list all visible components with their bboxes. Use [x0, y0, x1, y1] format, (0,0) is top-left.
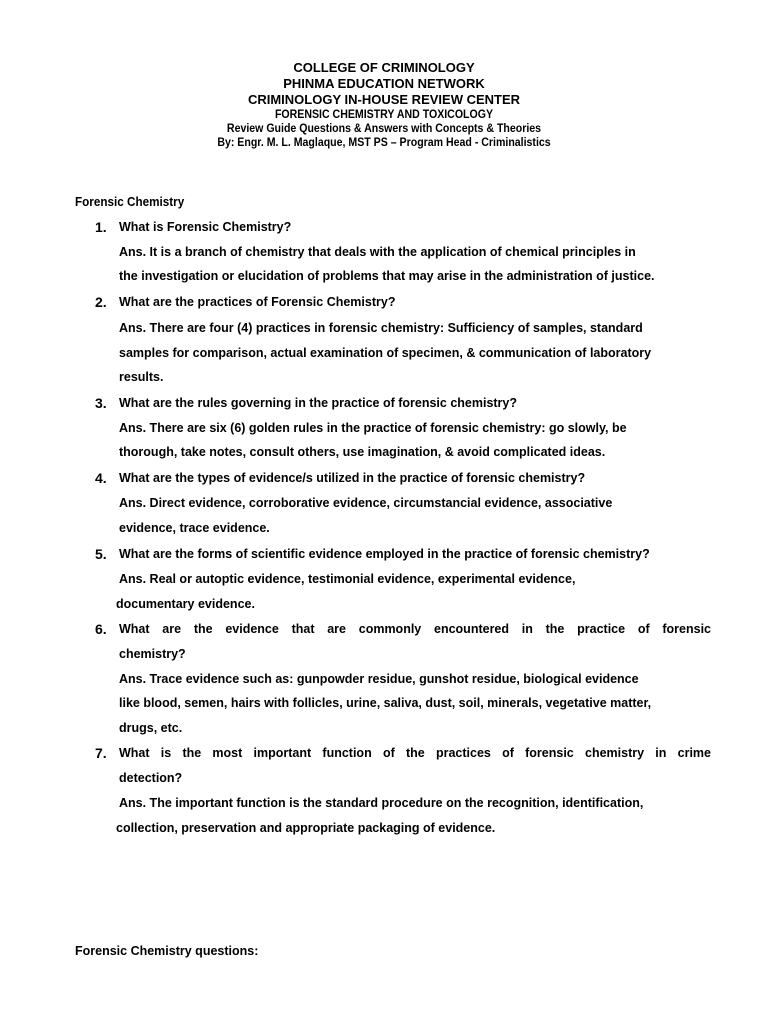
question-text: What are the evidence that are commonly encountered in the practice of forensic [119, 622, 711, 636]
item-number: 3. [95, 395, 107, 411]
document-header [0, 60, 768, 150]
author-line: By: Engr. M. L. Maglaque, MST PS – Program Head - Criminalistics [217, 137, 551, 149]
answer-text: Ans. There are six (6) golden rules in the practice of forensic chemistry: go slowly, be [119, 421, 627, 435]
question-text: What is the most important function of the practices of forensic chemistry in crime [119, 746, 711, 760]
answer-text: Ans. Real or autoptic evidence, testimonial evidence, experimental evidence, [119, 572, 576, 586]
answer-text: like blood, semen, hairs with follicles, urine, saliva, dust, soil, minerals, vegetative matter, [119, 696, 652, 710]
question-text: What are the rules governing in the practice of forensic chemistry? [119, 396, 518, 410]
question-text: chemistry? [119, 647, 186, 661]
item-number: 2. [95, 294, 107, 310]
answer-text: Ans. Trace evidence such as: gunpowder residue, gunshot residue, biological evidence [119, 672, 639, 686]
question-text: detection? [119, 771, 183, 785]
item-number: 4. [95, 470, 107, 486]
answer-text: Ans. There are four (4) practices in forensic chemistry: Sufficiency of samples, standard [119, 321, 643, 335]
answer-text: results. [119, 370, 164, 384]
question-text: What are the forms of scientific evidence employed in the practice of forensic chemistry? [119, 547, 650, 561]
answer-text: samples for comparison, actual examination of specimen, & communication of laboratory [119, 346, 652, 360]
answer-text: the investigation or elucidation of problems that may arise in the administration of justice. [119, 269, 655, 283]
review-center-name: CRIMINOLOGY IN-HOUSE REVIEW CENTER [247, 92, 521, 107]
subsection-title: Forensic Chemistry questions: [75, 944, 259, 958]
answer-text: evidence, trace evidence. [119, 521, 270, 535]
question-text: What is Forensic Chemistry? [119, 220, 292, 234]
question-text: What are the practices of Forensic Chemistry? [119, 295, 396, 309]
item-number: 7. [95, 745, 107, 761]
college-name: COLLEGE OF CRIMINOLOGY [293, 60, 475, 75]
answer-text: documentary evidence. [116, 597, 255, 611]
answer-text: Ans. Direct evidence, corroborative evidence, circumstancial evidence, associative [119, 496, 613, 510]
question-text: What are the types of evidence/s utilized in the practice of forensic chemistry? [119, 471, 586, 485]
answer-text: drugs, etc. [119, 721, 183, 735]
network-name: PHINMA EDUCATION NETWORK [283, 76, 485, 91]
answer-text: thorough, take notes, consult others, use imagination, & avoid complicated ideas. [119, 445, 606, 459]
item-number: 5. [95, 546, 107, 562]
section-title: Forensic Chemistry [75, 194, 185, 209]
item-number: 1. [95, 219, 107, 235]
answer-text: collection, preservation and appropriate packaging of evidence. [116, 821, 496, 835]
answer-text: Ans. The important function is the standard procedure on the recognition, identification, [119, 796, 644, 810]
guide-description: Review Guide Questions & Answers with Concepts & Theories [226, 123, 542, 135]
answer-text: Ans. It is a branch of chemistry that deals with the application of chemical principles in [119, 245, 636, 259]
item-number: 6. [95, 621, 107, 637]
subject-title: FORENSIC CHEMISTRY AND TOXICOLOGY [274, 109, 494, 121]
